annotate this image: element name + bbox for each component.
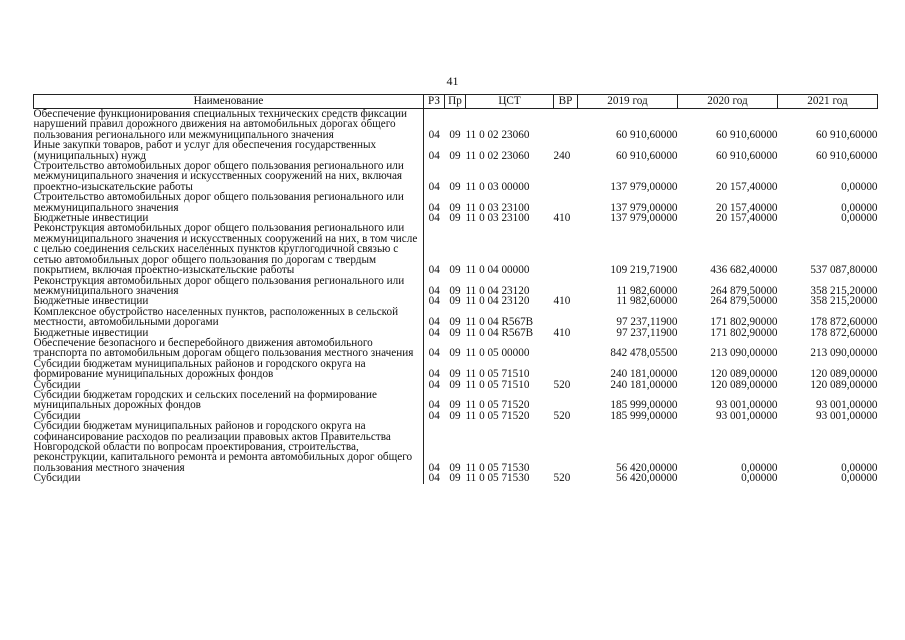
table-row xyxy=(34,338,878,359)
cell-pr: 09 xyxy=(449,347,461,360)
table-row xyxy=(34,307,878,328)
table-row xyxy=(34,223,878,275)
cell-y2021: 120 089,00000 xyxy=(810,378,878,391)
cell-name: Обеспечение безопасного и бесперебойного движения автомобильного транспорта по автомобильным дорогам общего пользования местного значения xyxy=(33,336,414,360)
cell-y2019: 60 910,60000 xyxy=(615,149,678,162)
cell-pr: 09 xyxy=(449,409,461,422)
cell-pr: 09 xyxy=(449,378,461,391)
cell-rz: 04 xyxy=(424,421,445,473)
cell-cst: 11 0 03 23100 xyxy=(465,201,530,214)
cell-cst: 11 0 05 00000 xyxy=(465,347,530,360)
cell-y2020: 93 001,00000 xyxy=(715,409,778,422)
cell-cst: 11 0 04 23120 xyxy=(465,295,530,308)
cell-y2020: 93 001,00000 xyxy=(715,399,778,412)
cell-y2021: 0,00000 xyxy=(841,180,878,193)
cell-vr: 240 xyxy=(553,149,571,162)
cell-cst: 11 0 04 R567B xyxy=(465,316,534,329)
header-cst: ЦСТ xyxy=(466,95,554,109)
table-row xyxy=(34,140,878,161)
header-vr: ВР xyxy=(554,95,578,109)
cell-y2021: 93 001,00000 xyxy=(815,409,878,422)
cell-y2021: 213 090,00000 xyxy=(810,347,878,360)
cell-cst: 11 0 05 71510 xyxy=(465,368,530,381)
cell-vr: 410 xyxy=(553,326,571,339)
cell-y2021: 537 087,80000 xyxy=(810,264,878,277)
cell-y2019: 56 420,00000 xyxy=(615,472,678,485)
cell-name: Бюджетные инвестиции xyxy=(33,326,149,339)
cell-pr: 09 xyxy=(449,212,461,225)
cell-y2019: 137 979,00000 xyxy=(610,180,678,193)
cell-y2021: 60 910,60000 xyxy=(815,128,878,141)
cell-y2021: 358 215,20000 xyxy=(810,284,878,297)
cell-vr xyxy=(554,161,578,192)
cell-rz: 04 xyxy=(424,213,445,223)
cell-y2019: 97 237,11900 xyxy=(616,326,678,339)
cell-vr: 410 xyxy=(553,212,571,225)
cell-rz: 04 xyxy=(424,192,445,213)
cell-vr xyxy=(554,359,578,380)
table-body xyxy=(34,109,878,484)
cell-name: Субсидии бюджетам муниципальных районов и городского округа на формирование муниципальных дорожных фондов xyxy=(33,357,366,381)
table-row xyxy=(34,276,878,297)
cell-rz: 04 xyxy=(424,380,445,390)
cell-vr xyxy=(554,421,578,473)
cell-y2020: 20 157,40000 xyxy=(715,212,778,225)
cell-y2021: 0,00000 xyxy=(841,212,878,225)
header-2021: 2021 год xyxy=(778,95,878,109)
cell-y2019: 185 999,00000 xyxy=(610,409,678,422)
cell-rz: 04 xyxy=(424,338,445,359)
table-row xyxy=(34,192,878,213)
cell-rz: 04 xyxy=(424,109,445,141)
cell-y2019: 240 181,00000 xyxy=(610,368,678,381)
cell-y2021: 120 089,00000 xyxy=(810,368,878,381)
table-header-row xyxy=(34,95,878,109)
cell-rz: 04 xyxy=(424,223,445,275)
table-row xyxy=(34,109,878,141)
cell-rz: 04 xyxy=(424,473,445,483)
cell-pr: 09 xyxy=(449,264,461,277)
cell-pr: 09 xyxy=(449,180,461,193)
cell-rz: 04 xyxy=(424,359,445,380)
cell-y2020: 60 910,60000 xyxy=(715,128,778,141)
table-row xyxy=(34,390,878,411)
cell-y2020: 264 879,50000 xyxy=(710,295,778,308)
cell-y2020: 120 089,00000 xyxy=(710,378,778,391)
cell-y2019: 240 181,00000 xyxy=(610,378,678,391)
cell-vr xyxy=(554,338,578,359)
cell-pr: 09 xyxy=(449,461,461,474)
header-2020: 2020 год xyxy=(678,95,778,109)
cell-name: Комплексное обустройство населенных пунктов, расположенных в сельской местности, автомобильными дорогами xyxy=(33,305,399,329)
header-rz: РЗ xyxy=(424,95,445,109)
table-row xyxy=(34,161,878,192)
cell-pr: 09 xyxy=(449,295,461,308)
cell-rz: 04 xyxy=(424,140,445,161)
cell-y2020: 171 802,90000 xyxy=(710,326,778,339)
cell-y2020: 213 090,00000 xyxy=(710,347,778,360)
cell-y2019: 97 237,11900 xyxy=(616,316,678,329)
cell-vr xyxy=(554,223,578,275)
cell-name: Обеспечение функционирования специальных технических средств фиксации нарушений правил дорожного движения на автомобильных дорогах общего пользования регионального или межмуниципального значения xyxy=(33,108,407,141)
cell-pr: 09 xyxy=(449,368,461,381)
cell-y2020: 20 157,40000 xyxy=(715,180,778,193)
cell-name: Бюджетные инвестиции xyxy=(33,295,149,308)
cell-y2020: 436 682,40000 xyxy=(710,264,778,277)
cell-rz: 04 xyxy=(424,411,445,421)
cell-name: Реконструкция автомобильных дорог общего пользования регионального или межмуниципального значения и искусственных сооружений на них, в том числе с целью соединения сельских населенных пунктов круглогодичной связью с сетью автомобильных дорог общего пользования по дорогам с твердым покрытием, включая проектно-изыскательские работы xyxy=(33,222,418,277)
cell-y2020: 20 157,40000 xyxy=(715,201,778,214)
cell-vr xyxy=(554,390,578,411)
cell-name: Иные закупки товаров, работ и услуг для обеспечения государственных (муниципальных) нужд xyxy=(33,139,377,162)
cell-y2019: 185 999,00000 xyxy=(610,399,678,412)
cell-y2019: 11 982,60000 xyxy=(616,284,678,297)
cell-name: Субсидии бюджетам муниципальных районов и городского округа на софинансирование расходов по реализации правовых актов Правительства Новгородской области по вопросам проектирования, строительства, реконструкции, капитального ремонта и ремонта автомобильных дорог общего пользования местного значения xyxy=(33,420,413,474)
cell-rz: 04 xyxy=(424,328,445,338)
page-number: 41 xyxy=(446,74,459,88)
table-row xyxy=(34,421,878,473)
cell-vr: 410 xyxy=(553,295,571,308)
cell-pr: 09 xyxy=(449,472,461,485)
cell-y2021: 178 872,60000 xyxy=(810,316,878,329)
cell-y2021: 93 001,00000 xyxy=(815,399,878,412)
cell-pr: 09 xyxy=(449,284,461,297)
cell-y2021: 358 215,20000 xyxy=(810,295,878,308)
cell-y2020: 60 910,60000 xyxy=(715,149,778,162)
cell-rz: 04 xyxy=(424,161,445,192)
cell-rz: 04 xyxy=(424,390,445,411)
cell-pr: 09 xyxy=(449,128,461,141)
cell-y2021: 60 910,60000 xyxy=(815,149,878,162)
table-row xyxy=(34,473,878,483)
cell-pr: 09 xyxy=(449,201,461,214)
cell-y2019: 842 478,05500 xyxy=(610,347,678,360)
cell-name: Строительство автомобильных дорог общего пользования регионального или межмуниципального значения xyxy=(33,191,404,214)
cell-pr: 09 xyxy=(449,149,461,162)
cell-y2019: 137 979,00000 xyxy=(610,201,678,214)
cell-cst: 11 0 04 R567B xyxy=(465,326,534,339)
cell-cst: 11 0 05 71510 xyxy=(465,378,530,391)
cell-y2021: 0,00000 xyxy=(841,201,878,214)
cell-name: Бюджетные инвестиции xyxy=(33,212,149,225)
cell-pr: 09 xyxy=(449,399,461,412)
cell-name: Субсидии бюджетам городских и сельских поселений на формирование муниципальных дорожных фондов xyxy=(33,388,377,412)
cell-cst: 11 0 04 00000 xyxy=(465,264,530,277)
cell-y2021: 178 872,60000 xyxy=(810,326,878,339)
cell-y2020: 0,00000 xyxy=(741,461,778,474)
cell-pr: 09 xyxy=(449,326,461,339)
cell-rz: 04 xyxy=(424,307,445,328)
cell-name: Субсидии xyxy=(33,378,81,391)
cell-vr xyxy=(554,276,578,297)
cell-cst: 11 0 04 23120 xyxy=(465,284,530,297)
cell-pr: 09 xyxy=(449,316,461,329)
cell-y2019: 11 982,60000 xyxy=(616,295,678,308)
cell-cst: 11 0 05 71520 xyxy=(465,409,530,422)
cell-y2019: 60 910,60000 xyxy=(615,128,678,141)
cell-vr: 520 xyxy=(553,378,571,391)
cell-cst: 11 0 02 23060 xyxy=(465,149,530,162)
cell-name: Строительство автомобильных дорог общего пользования регионального или межмуниципального значения и искусственных сооружений на них, включая проектно-изыскательские работы xyxy=(33,160,404,193)
cell-vr xyxy=(554,192,578,213)
cell-cst: 11 0 05 71530 xyxy=(465,461,530,474)
cell-vr: 520 xyxy=(553,472,571,485)
cell-cst: 11 0 03 23100 xyxy=(465,212,530,225)
cell-vr xyxy=(554,109,578,141)
cell-y2020: 264 879,50000 xyxy=(710,284,778,297)
cell-vr xyxy=(554,307,578,328)
cell-y2021: 0,00000 xyxy=(841,472,878,485)
cell-name: Реконструкция автомобильных дорог общего пользования регионального или межмуниципального значения xyxy=(33,274,405,297)
cell-cst: 11 0 02 23060 xyxy=(465,128,530,141)
cell-name: Субсидии xyxy=(33,409,81,422)
cell-cst: 11 0 05 71520 xyxy=(465,399,530,412)
table-row xyxy=(34,359,878,380)
cell-y2020: 120 089,00000 xyxy=(710,368,778,381)
cell-y2019: 137 979,00000 xyxy=(610,212,678,225)
cell-y2020: 171 802,90000 xyxy=(710,316,778,329)
cell-cst: 11 0 05 71530 xyxy=(465,472,530,485)
cell-y2021: 0,00000 xyxy=(841,461,878,474)
header-name: Наименование xyxy=(34,95,424,109)
cell-rz: 04 xyxy=(424,276,445,297)
cell-y2019: 109 219,71900 xyxy=(610,264,678,277)
cell-y2019: 56 420,00000 xyxy=(615,461,678,474)
budget-table xyxy=(33,94,878,484)
header-pr: Пр xyxy=(445,95,466,109)
cell-name: Субсидии xyxy=(33,472,81,485)
cell-vr: 520 xyxy=(553,409,571,422)
cell-y2020: 0,00000 xyxy=(741,472,778,485)
cell-cst: 11 0 03 00000 xyxy=(465,180,530,193)
header-2019: 2019 год xyxy=(578,95,678,109)
cell-rz: 04 xyxy=(424,296,445,306)
